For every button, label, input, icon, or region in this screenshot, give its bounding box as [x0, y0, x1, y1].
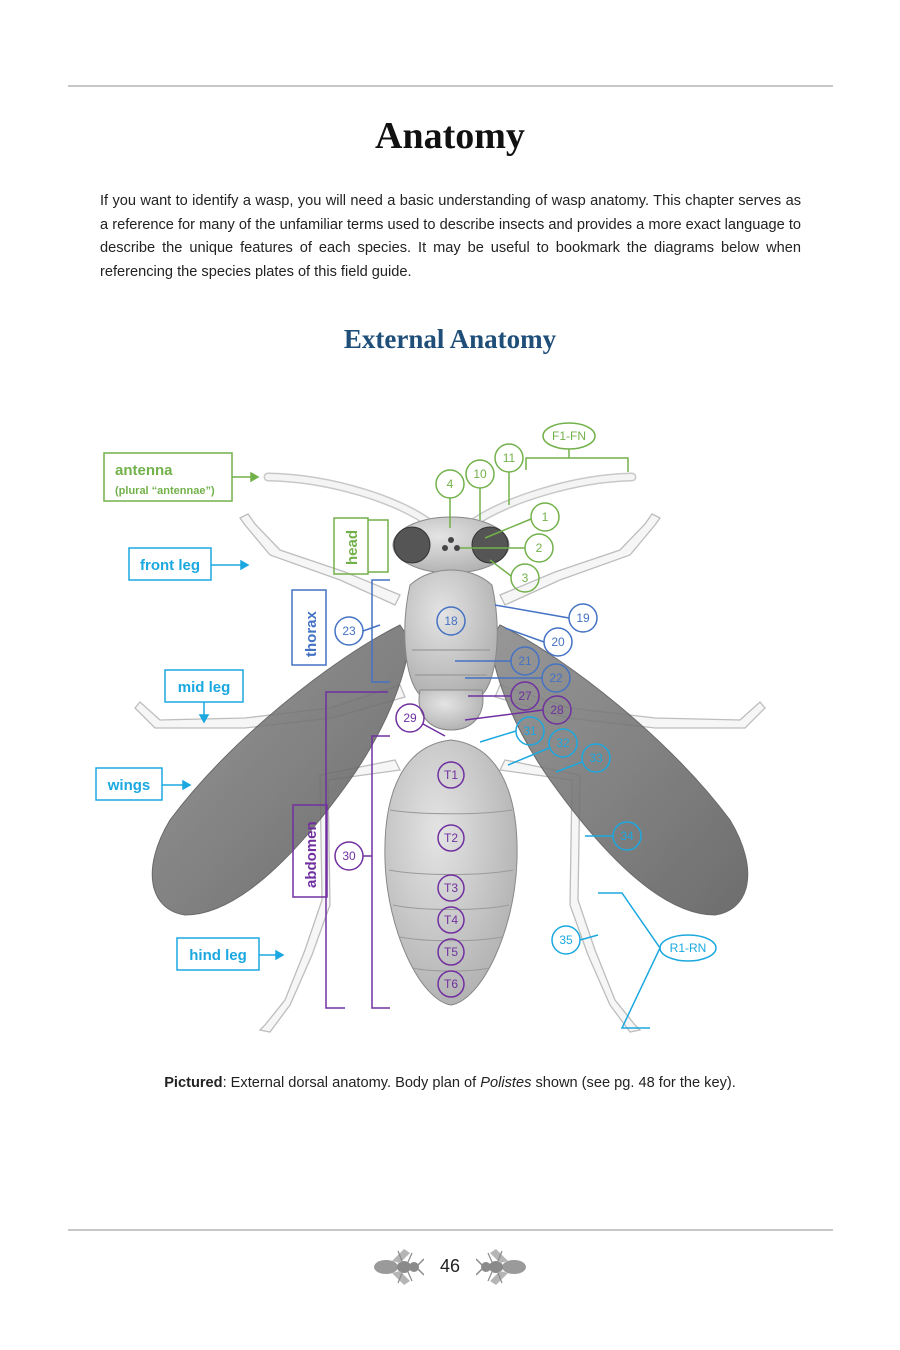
num-28: 28: [550, 703, 564, 717]
caption-genus: Polistes: [480, 1075, 532, 1091]
num-4: 4: [446, 477, 454, 491]
page-number: 46: [439, 1256, 461, 1276]
blue-text: [303, 611, 320, 658]
caption-label: Pictured: [164, 1075, 223, 1091]
thorax: [405, 570, 497, 695]
wings-label: wings: [107, 777, 151, 794]
section-title: External Anatomy: [343, 324, 557, 354]
wasp-anatomy-diagram: [0, 400, 900, 1050]
thorax-label: thorax: [303, 611, 320, 657]
tergite-t5: T5: [443, 945, 459, 959]
num-32: 32: [556, 736, 570, 750]
figure-caption: [0, 1075, 900, 1091]
caption-text-after: shown (see pg. 48 for the key).: [531, 1075, 736, 1091]
num-f1fn: F1-FN: [552, 429, 586, 443]
antenna-plural-note: (plural “antennae”): [115, 485, 215, 497]
intro-paragraph: If you want to identify a wasp, you will need a basic understanding of wasp anatomy. This chapter serves as a reference for many of the unfamiliar terms used to describe insects and provides a more exact language to describe the unique features of each species. It may be useful to bookmark the diagrams below when referencing the species plates of this field guide.: [100, 193, 801, 280]
head-label: head: [344, 529, 361, 565]
num-3: 3: [521, 571, 529, 585]
mid-leg-label: mid leg: [177, 679, 231, 696]
num-20: 20: [551, 635, 565, 649]
front-leg-label: front leg: [140, 557, 200, 574]
top-rule: [68, 85, 833, 87]
num-r1rn: R1-RN: [669, 941, 707, 955]
num-18: 18: [444, 614, 458, 628]
num-2: 2: [535, 541, 543, 555]
right-antenna-outline: [470, 477, 632, 525]
num-31: 31: [523, 724, 537, 738]
left-eye: [394, 527, 430, 563]
tergite-t6: T6: [443, 977, 459, 991]
purple-text: [303, 821, 320, 888]
num-35: 35: [559, 933, 573, 947]
tergite-t4: T4: [443, 913, 459, 927]
antenna-label: antenna: [115, 462, 173, 479]
page-title: Anatomy: [375, 115, 525, 157]
num-19: 19: [576, 611, 590, 625]
tergite-t1: T1: [443, 768, 459, 782]
left-wasp-icon: [372, 1247, 424, 1287]
right-antenna: [470, 477, 632, 525]
tergite-t3: T3: [443, 881, 459, 895]
right-eye: [472, 527, 508, 563]
num-30: 30: [342, 849, 356, 863]
num-22: 22: [549, 671, 563, 685]
num-21: 21: [518, 654, 532, 668]
num-23: 23: [342, 624, 356, 638]
num-29: 29: [403, 711, 417, 725]
bottom-rule: [68, 1229, 833, 1231]
tergite-t2: T2: [443, 831, 459, 845]
right-wasp-icon: [476, 1247, 528, 1287]
num-34: 34: [620, 829, 634, 843]
num-11: 11: [502, 451, 516, 465]
num-1: 1: [541, 510, 549, 524]
caption-text-before: : External dorsal anatomy. Body plan of: [222, 1075, 481, 1091]
hind-leg-label: hind leg: [189, 947, 247, 964]
num-10: 10: [473, 467, 487, 481]
num-33: 33: [589, 751, 603, 765]
abdomen-label: abdomen: [303, 821, 320, 888]
num-27: 27: [518, 689, 532, 703]
